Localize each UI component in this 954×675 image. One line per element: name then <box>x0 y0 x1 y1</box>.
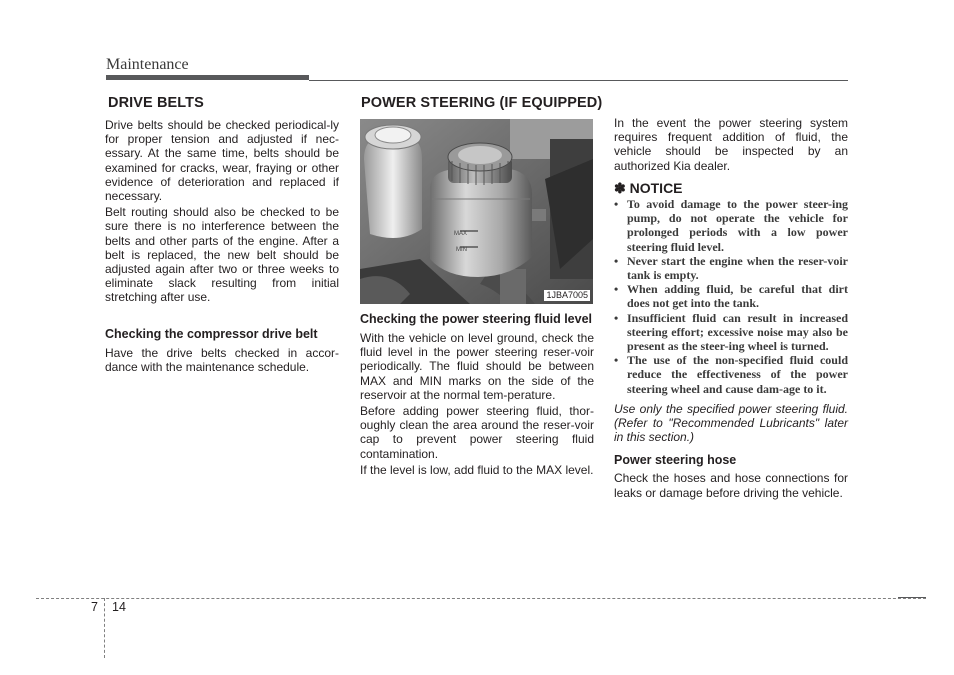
hose-paragraph: Check the hoses and hose connections for leaks or damage before driving the vehicle. <box>614 471 848 500</box>
footer-divider <box>36 598 926 599</box>
drive-belts-heading: DRIVE BELTS <box>108 95 204 111</box>
fluid-level-paragraph: With the vehicle on level ground, check the fluid level in the power steering reser-voir periodically. The fluid should be between MAX and MIN marks on the side of the reservoir at the normal tem-perature. <box>360 331 594 402</box>
fluid-specification-note: Use only the specified power steering fluid. (Refer to "Recommended Lubricants" later in this section.) <box>614 401 848 445</box>
fluid-level-paragraph: If the level is low, add fluid to the MAX level. <box>360 462 594 477</box>
min-mark: MIN <box>456 247 467 253</box>
bullet-icon: • <box>614 197 619 212</box>
chapter-number: 7 <box>91 600 98 614</box>
power-steering-reservoir-image <box>360 119 593 304</box>
bullet-icon: • <box>614 353 619 368</box>
header-rule <box>309 80 848 81</box>
bullet-icon: • <box>614 282 619 297</box>
notice-heading <box>614 181 848 195</box>
page-number: 14 <box>112 600 126 614</box>
compressor-belt-paragraph: Have the drive belts checked in accor-dance with the maintenance schedule. <box>105 345 339 374</box>
fluid-level-heading: Checking the power steering fluid level <box>360 312 592 326</box>
footer-vertical-divider <box>104 598 105 658</box>
hose-heading: Power steering hose <box>614 453 737 468</box>
notice-item: • Insufficient fluid can result in increased steering effort; excessive noise may also be present as the steer-ing wheel is turned. <box>614 310 848 354</box>
power-steering-notice-column <box>614 116 848 502</box>
max-mark: MAX <box>454 231 468 237</box>
notice-list <box>614 197 848 396</box>
notice-item: • When adding fluid, be careful that dirt does not get into the tank. <box>614 282 848 311</box>
notice-item: • To avoid damage to the power steer-ing pump, do not operate the vehicle for prolonged periods with a low power steering fluid level. <box>614 197 848 254</box>
bullet-icon: • <box>614 253 619 268</box>
reservoir-illustration <box>360 119 593 304</box>
power-steering-heading: POWER STEERING (IF EQUIPPED) <box>361 95 603 111</box>
notice-title: NOTICE <box>629 179 683 196</box>
image-code-label: 1JBA7005 <box>546 290 588 300</box>
drive-belts-paragraph: Belt routing should also be checked to be sure there is no interference between the belts and other parts of the engine. After a belt is replaced, the new belt should be adjusted again after two or three weeks to eliminate slack resulting from initial stretching after use. <box>105 205 339 305</box>
inspection-intro: In the event the power steering system requires frequent addition of fluid, the vehicle should be inspected by an authorized Kia dealer. <box>614 116 848 173</box>
section-title: Maintenance <box>106 56 189 73</box>
header-bar <box>106 75 309 80</box>
bullet-icon: • <box>614 310 619 325</box>
notice-icon: ✽ <box>614 179 626 196</box>
notice-item: • The use of the non-specified fluid could reduce the effectiveness of the power steering wheel and cause dam-age to it. <box>614 353 848 396</box>
drive-belts-paragraph: Drive belts should be checked periodical-ly for proper tension and adjusted if nec-essary. At the same time, belts should be examined for cracks, wear, fraying or other evidence of deterioration and replaced if necessary. <box>105 118 339 204</box>
compressor-belt-heading: Checking the compressor drive belt <box>105 326 318 341</box>
drive-belts-column <box>105 118 339 376</box>
footer-rule <box>898 597 926 598</box>
notice-item: • Never start the engine when the reser-voir tank is empty. <box>614 253 848 283</box>
fluid-level-paragraph: Before adding power steering fluid, thor-oughly clean the area around the reser-voir cap to prevent power steering fluid contamination. <box>360 404 594 461</box>
power-steering-check-column <box>360 312 594 479</box>
